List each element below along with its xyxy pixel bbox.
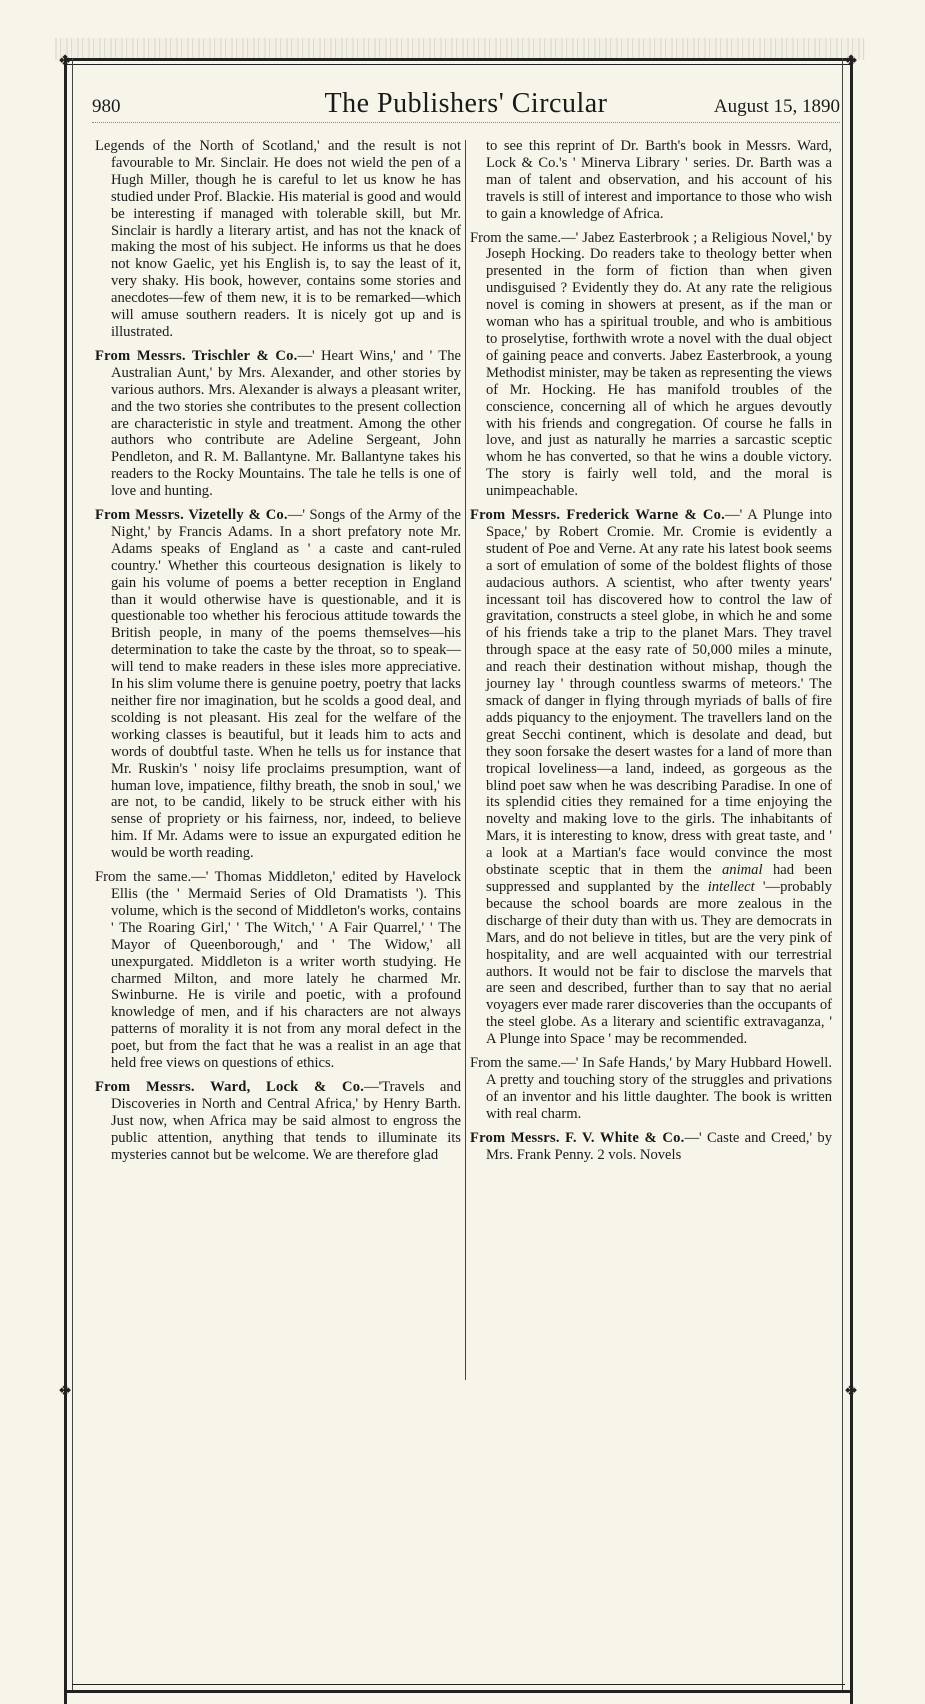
running-header [92,88,840,123]
scan-noise-strip [55,38,865,60]
corner-ornament-icon: ❖ [843,1381,859,1400]
paragraph-text: —' Heart Wins,' and ' The Australian Aunt,' by Mrs. Alexander, and other stories by various authors. Mrs. Alexander is always a pleasant writer, and the two stories she contributes to the present collection are characteristic in style and treatment. Among the other authors who contribute are Adeline Sergeant, John Pendleton, and R. M. Ballantyne. Mr. Ballantyne takes his readers to the Rocky Mountains. The tale he tells is one of love and hunting. [111,347,461,500]
paragraph-text: —'Travels and Discoveries in North and Central Africa,' by Henry Barth. Just now, when Africa may be said almost to engross the public attention, anything that tends to illuminate its mysteries cannot but be welcome. We are therefore glad [111,1078,461,1163]
review-paragraph [470,230,832,501]
paragraph-text: had been suppressed and supplanted by the [486,862,832,895]
review-paragraph [95,1079,461,1164]
paragraph-text: From the same.—' Jabez Easterbrook ; a Religious Novel,' by Joseph Hocking. Do readers take to theology better when presented in the form of fiction than when given undisguised ? Evidently they do. At any rate the religious novel is coming in showers at present, as if the man or woman who has a spiritual trouble, and who is ambitious to proselytise, forthwith wrote a novel with the dual object of gaining peace and converts. Jabez Easterbrook, a young Methodist minister, may be taken as representing the views of Mr. Hocking. He has manifold troubles of the conscience, concerning all of which he argues devoutly with his friends and congregation. Of course he falls in love, and just as naturally he marries a sarcastic sceptic whom he has converted, so that he wins a double victory. The story is fairly well told, and the moral is unimpeachable. [470,229,832,500]
review-paragraph [95,138,461,341]
paragraph-text: —' Songs of the Army of the Night,' by Francis Adams. In a short prefatory note Mr. Adams speaks of England as ' a caste and cant-ruled country.' Whether this courteous designation is likely to gain his volume of poems a better reception in England than it would otherwise have is questionable, and it is questionable too whether his ferocious attitude towards the British people, in many of the poems themselves—his determination to take the caste by the throat, so to speak—will tend to make readers in these isles more appreciative. In his slim volume there is genuine poetry, poetry that lacks neither fire nor imagination, but he scolds a good deal, and scolding is not pleasant. His zeal for the welfare of the working classes is beautiful, but it leads him to acts and words of doubtful taste. When he tells us for instance that Mr. Ruskin's ' noisy life proclaims presumption, want of human love, impatience, filthy breath, the snob in soul,' we are not, to be candid, likely to be struck either with his sense of propriety or his fairness, nor, indeed, to believe him. If Mr. Adams were to issue an expurgated edition he would be worth reading. [111,507,461,862]
left-column [95,138,461,1384]
right-column [470,138,832,1384]
frame-top-rule [64,58,850,61]
paragraph-text: —' A Plunge into Space,' by Robert Cromie. Mr. Cromie is evidently a student of Poe and Verne. At any rate his latest book seems a sort of emulation of some of the boldest flights of those audacious authors. A scientist, who after twenty years' incessant toil has discovered how to control the law of gravitation, constructs a steel globe, in which he and some of his friends take a trip to the planet Mars. They travel through space at the easy rate of 50,000 miles a minute, and reach their destination without mishap, though the journey lay ' through countless swarms of meteors.' The smack of danger in flying through myriads of balls of fire adds piquancy to the enjoyment. The travellers land on the great Secchi continent, which is desolate and dead, but they soon forsake the desert wastes for a land of more than tropical loveliness—a land, indeed, as gorgeous as the blind poet saw when he was describing Paradise. In one of its splendid cities they remained for a time enjoying the novelty and making love to the girls. The inhabitants of Mars, it is interesting to know, dress with great taste, and ' a look at a Martian's face would convince the most obstinate sceptic that in them the [486,507,832,879]
paragraph-text: to see this reprint of Dr. Barth's book in Messrs. Ward, Lock & Co.'s ' Minerva Library ' series. Dr. Barth was a man of talent and observation, and his account of his travels is still of interest and importance to those who wish to gain a knowledge of Africa. [486,138,832,222]
frame-top-rule-inner [64,64,850,65]
column-divider [465,140,466,1380]
review-paragraph [470,1130,832,1164]
frame-left-rule [64,58,67,1704]
page-number: 980 [92,96,121,117]
publisher-name: From Messrs. Ward, Lock & Co. [95,1078,365,1095]
publisher-name: From Messrs. Trischler & Co. [95,347,298,364]
frame-right-rule [850,58,853,1704]
paragraph-text: —' Caste and Creed,' by Mrs. Frank Penny. 2 vols. Novels [486,1129,832,1163]
frame-bottom-rule-inner [72,1684,845,1685]
issue-date: August 15, 1890 [713,96,840,117]
review-paragraph [95,348,461,500]
italic-word: animal [721,862,763,879]
frame-bottom-rule [64,1690,853,1693]
publication-title: The Publishers' Circular [324,88,608,119]
publisher-name: From Messrs. F. V. White & Co. [470,1129,685,1146]
paragraph-text: '—probably because the school boards are more zealous in the discharge of their duty than with us. They are democrats in Mars, and do not believe in titles, but are the very pink of hospitality, and are well acquainted with our terrestrial authors. It would not be fair to disclose the marvels that are seen and described, further than to say that no aerial voyagers ever made rarer discoveries than the occupants of the steel globe. As a literary and scientific extravaganza, ' A Plunge into Space ' may be recommended. [486,878,832,1048]
paragraph-text: From the same.—' In Safe Hands,' by Mary Hubbard Howell. A pretty and touching story of the struggles and privations of an inventor and his little daughter. The book is written with real charm. [470,1055,832,1122]
review-paragraph [470,138,832,223]
italic-word: intellect [707,878,755,895]
paragraph-text: Legends of the North of Scotland,' and the result is not favourable to Mr. Sinclair. He does not wield the pen of a Hugh Miller, though he is careful to let us know he has studied under Prof. Blackie. His material is good and would be interesting if managed with tolerable skill, but Mr. Sinclair is hardly a literary artist, and has not the knack of making the most of his subject. He informs us that he does not know Gaelic, yet his English is, to say the least of it, very shaky. His book, however, contains some stories and anecdotes—few of them new, it is to be remarked—which will amuse southern readers. It is nicely got up and is illustrated. [95,138,461,340]
review-paragraph [95,869,461,1072]
review-paragraph [470,507,832,1048]
corner-ornament-icon: ❖ [57,51,73,70]
frame-left-rule-inner [72,58,73,1692]
frame-right-rule-inner [842,58,843,1692]
publisher-name: From Messrs. Vizetelly & Co. [95,507,288,524]
review-paragraph [95,507,461,862]
corner-ornament-icon: ❖ [843,51,859,70]
paragraph-text: From the same.—' Thomas Middleton,' edited by Havelock Ellis (the ' Mermaid Series of Old Dramatists '). This volume, which is the second of Middleton's works, contains ' The Roaring Girl,' ' The Witch,' ' A Fair Quarrel,' ' The Mayor of Queenborough,' and ' The Widow,' all unexpurgated. Middleton is a writer worth studying. He charmed Milton, and more lately he charmed Mr. Swinburne. He is virile and poetic, with a profound knowledge of men, and if his characters are not always patterns of morality it is not from any moral defect in the poet, but from the fact that he was a realist in an age that held free views on questions of ethics. [95,869,461,1072]
corner-ornament-icon: ❖ [57,1381,73,1400]
review-paragraph [470,1055,832,1123]
publisher-name: From Messrs. Frederick Warne & Co. [470,507,725,524]
